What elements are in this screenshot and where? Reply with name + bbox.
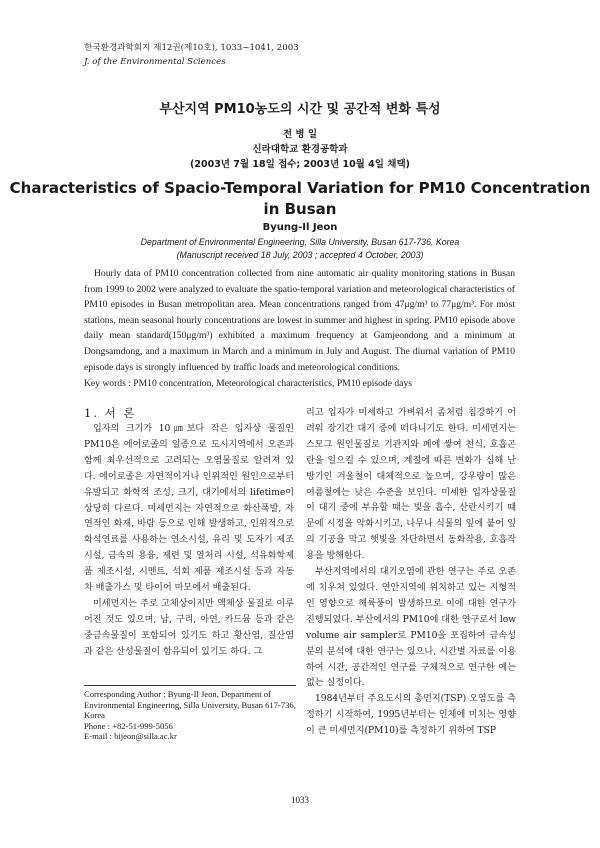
journal-header-en: J. of the Environmental Sciences <box>84 57 226 67</box>
left-column <box>84 422 294 661</box>
title-ko: 부산지역 PM10농도의 시간 및 공간적 변화 특성 <box>159 102 441 117</box>
journal-header-ko: 한국환경과학회지 제12권(제10호), 1033~1041, 2003 <box>84 43 299 53</box>
affiliation-ko: 신라대학교 환경공학과 <box>252 144 348 155</box>
received-ko: (2003년 7월 18일 접수; 2003년 10월 4일 채택) <box>190 159 410 170</box>
keywords: Key words : PM10 concentration, Meteorological characteristics, PM10 episode days <box>84 378 412 389</box>
section-title: 1. 서 론 <box>84 406 137 420</box>
paragraph: 1984년부터 주요도시의 총먼지(TSP) 오염도를 측정하기 시작하여, 1995년부터는 인체에 미치는 영향이 큰 미세먼지(PM10)를 측정하기 위하여 TSP <box>306 694 516 737</box>
footnote <box>84 689 296 742</box>
paragraph: 리고 입자가 미세하고 가벼워서 좀처럼 침강하기 어려워 장기간 대기 중에 떠다니기도 한다. 미세먼지는 스모그 원인물질로 기관지와 폐에 쌓여 천식, 호흡곤란을 일으킬 수 있으며, 계절에 따른 변화가 심해 난방기인 겨울철이 대체적으로 높으며, 강우량이 많은 여름철에는 낮은 수준을 보인다. 미세한 입자상물질이 대기 중에 부유할 때는 빛을 흡수, 산란시키기 때문에 시정을 악화시키고, 나무나 식물의 잎에 붙어 잎의 기공을 막고 햇빛을 차단하면서 동화작용, 호흡작용을 방해한다. <box>306 408 516 562</box>
paragraph: 미세먼지는 주로 고체상이지만 액체상 물질로 이루어진 것도 있으며, 납, 구리, 아연, 카드뮴 등과 같은 중금속물질이 포함되어 있기도 하고 황산염, 질산염과 같은 산성물질이 함유되어 있기도 하다. 그 <box>84 598 294 657</box>
footnote-divider <box>84 685 296 686</box>
author-en: Byung-Il Jeon <box>262 222 338 233</box>
abstract: Hourly data of PM10 concentration collected from nine automatic air quality monitoring stations in Busan from 1999 to 2002 were analyzed to evaluate the spatio-temporal variation and meteorological characteristics of PM10 episodes in Busan metropolitan area. Mean concentrations ranged from 47μg/m³ to 77μg/m³. For most stations, mean seasonal hourly concentrations are lowest in summer and highest in spring. PM10 episode above daily mean standard(150μg/m³) exhibited a maximum frequency at Gamjeondong and a minimum at Dongsamdong, and a maximum in March and a minimum in July and August. The diurnal variation of PM10 episode days is strongly influenced by traffic loads and meteorological conditions. <box>84 268 515 373</box>
paragraph: 부산지역에서의 대기오염에 관한 연구는 주로 오존에 치우쳐 있었다. 연안지역에 위치하고 있는 지형적인 영향으로 해륙풍이 발생하므로 이에 대한 연구가 진행되었다. 부산에서의 PM10에 대한 연구로서 low volume air sampler로 PM10을 포집하여 금속성분의 분석에 대한 연구는 있으나, 시간별 자료를 이용하여 시간, 공간적인 연구를 구체적으로 연구한 예는 없는 실정이다. <box>306 567 516 689</box>
footnote-phone: Phone : +82-51-999-5056 <box>84 720 173 731</box>
footnote-email: E-mail : bijeon@silla.ac.kr <box>84 731 177 742</box>
received-en: (Manuscript received 18 July, 2003 ; accepted 4 October, 2003) <box>176 250 424 260</box>
page-number: 1033 <box>291 795 309 805</box>
paragraph: 입자의 크기가 10㎛보다 작은 입자상 물질인 PM10은 에어로졸의 일종으로 도시지역에서 오존과 함께 최우선적으로 고려되는 오염물질로 알려져 있다. 에어로졸은 자연적이거나 인위적인 원인으로부터 유발되고 화학적 조성, 크기, 대기에서의 lifetime이 상당히 다르다. 미세먼지는 자연적으로 화산폭발, 자연적인 화재, 바람 등으로 인해 발생하고, 인위적으로 화석연료를 사용하는 연소시설, 유리 및 도자기 제조시설, 금속의 용융, 제련 및 열처리 시설, 석유화학제품 제조시설, 시멘트, 석회 제품 제조시설 등과 자동차 배출가스 및 타이어 마모에서 배출된다. <box>84 424 294 594</box>
author-ko: 전 병 일 <box>282 129 318 140</box>
right-column <box>306 406 516 740</box>
title-en: Characteristics of Spacio-Temporal Variation for PM10 Concentration in Busan <box>9 179 591 218</box>
affiliation-en: Department of Environmental Engineering, Silla University, Busan 617-736, Korea <box>140 237 460 247</box>
footnote-author: Corresponding Author : Byung-Il Jeon, Department of Environmental Engineering, Silla University, Busan 617-736, Korea <box>84 689 296 721</box>
